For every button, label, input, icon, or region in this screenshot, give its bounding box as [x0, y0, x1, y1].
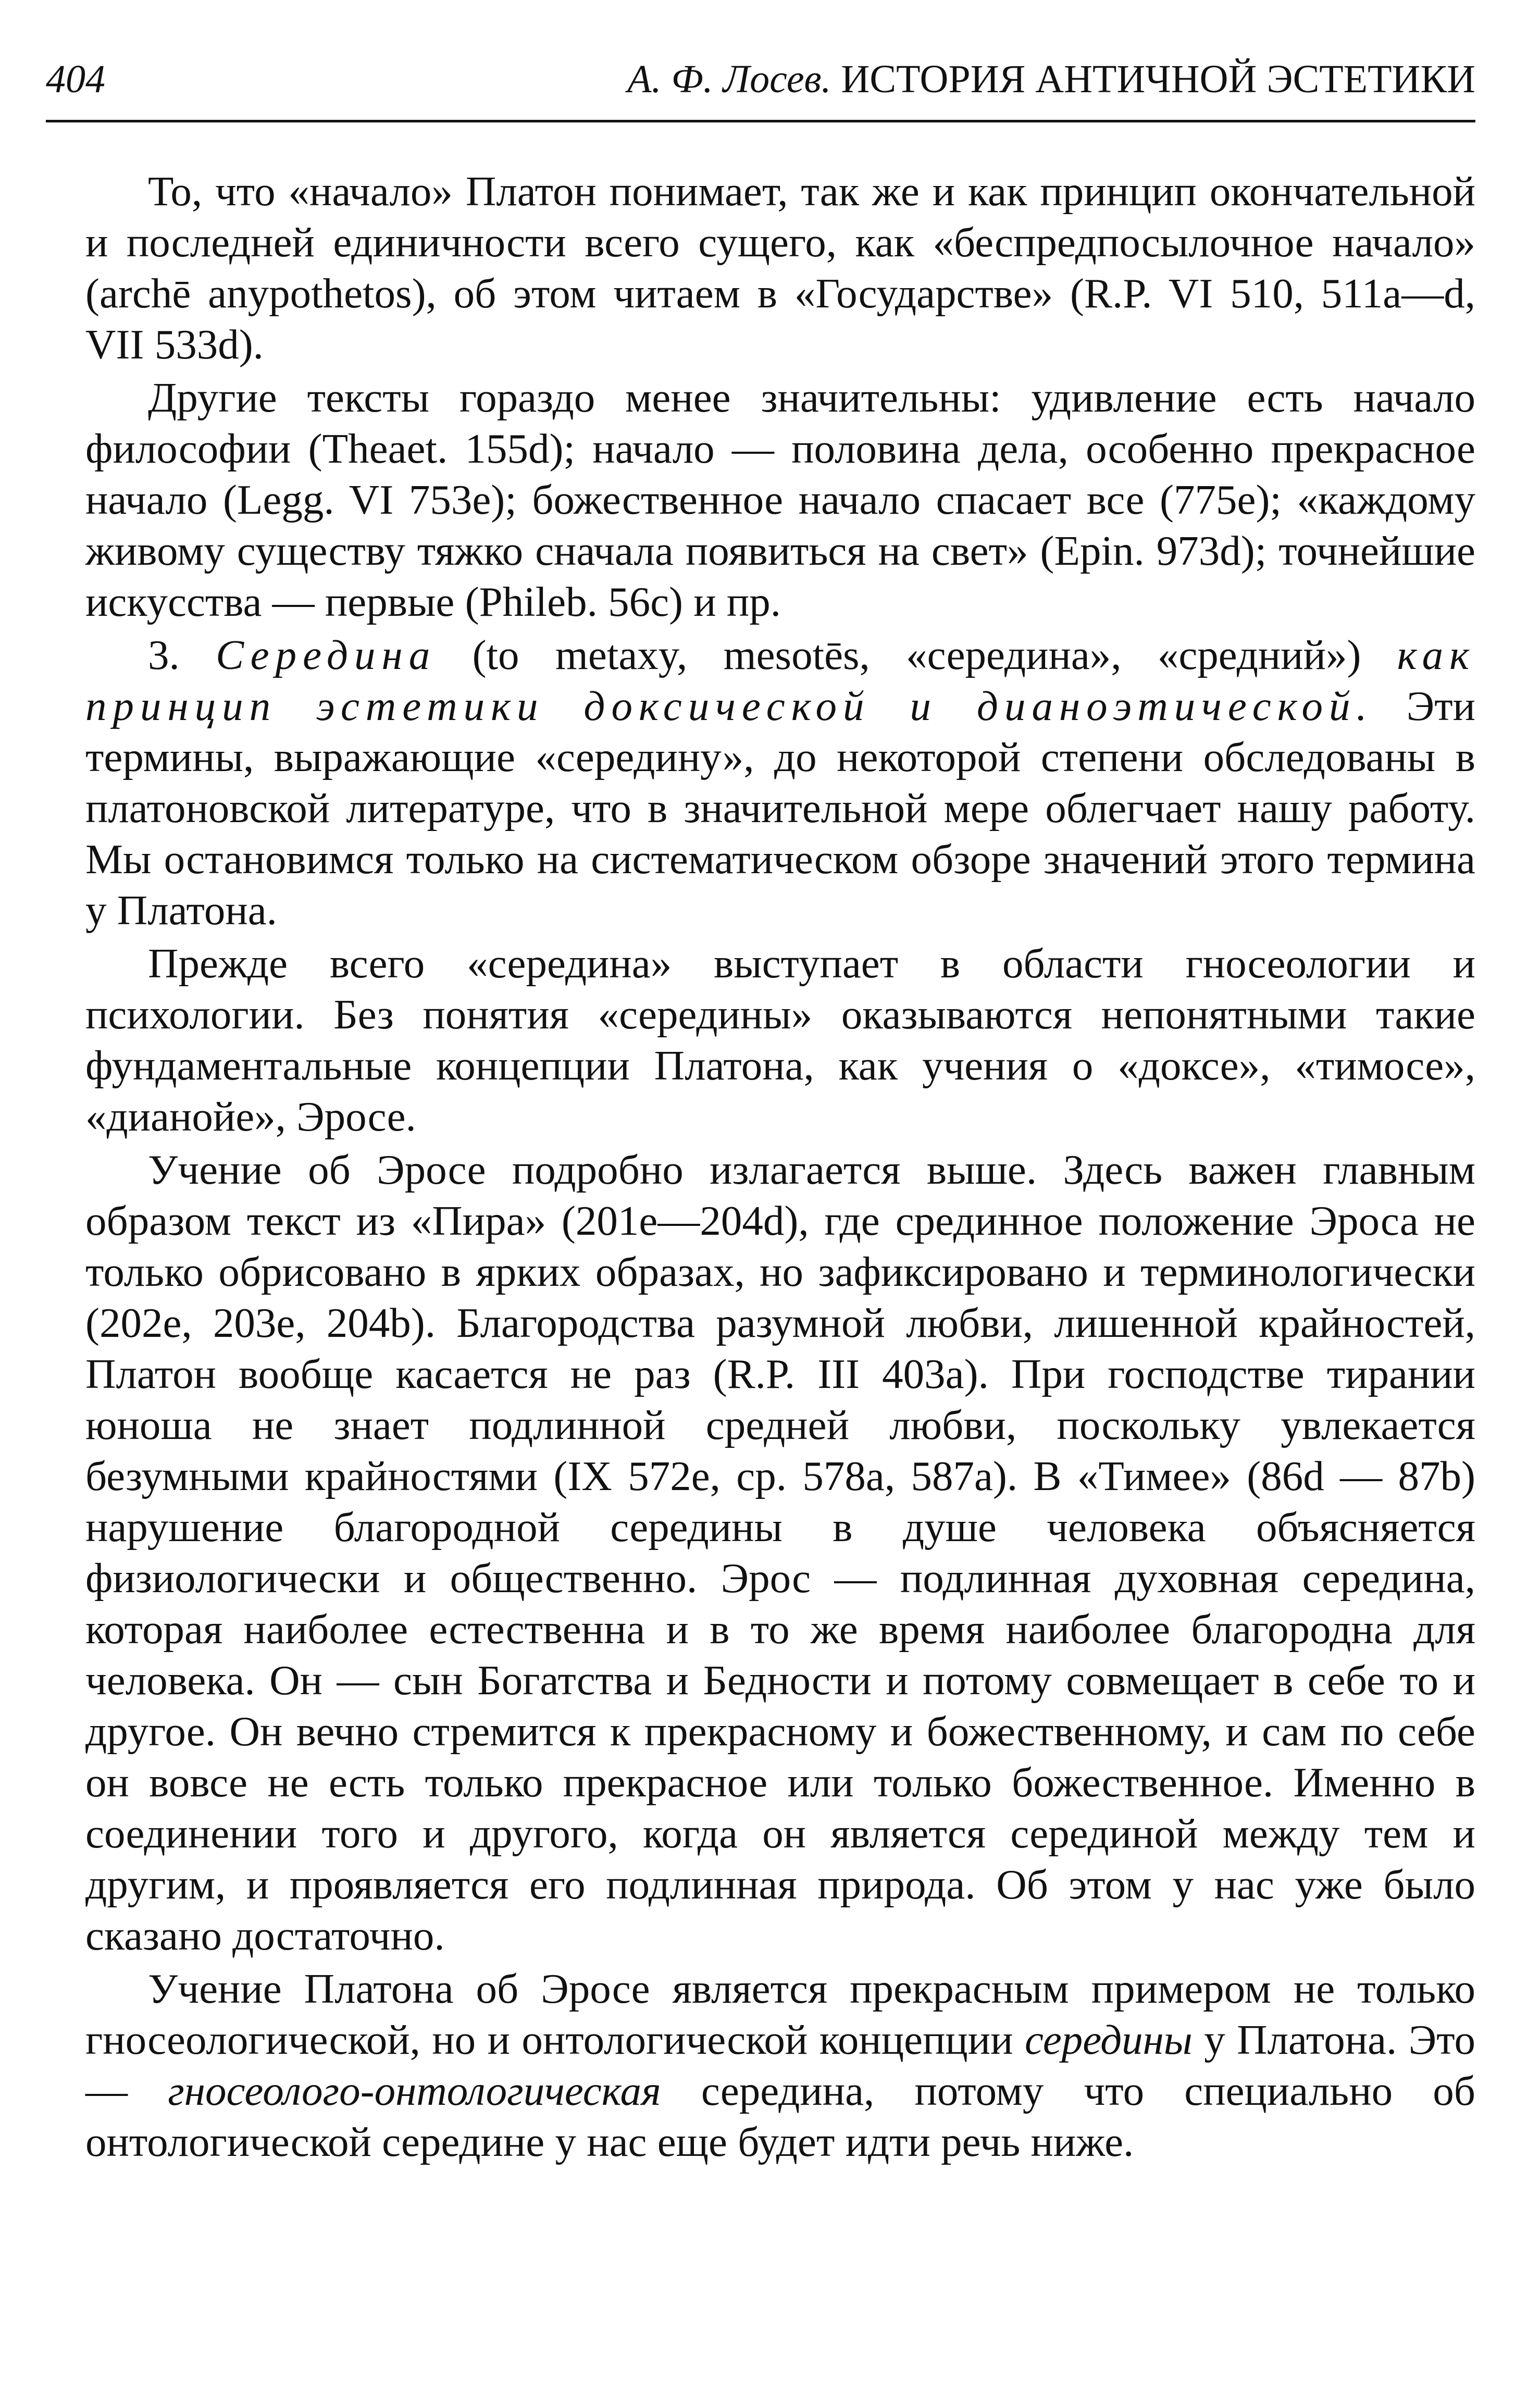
- paragraph-gnoseology: Прежде всего «середина» выступает в области гносеологии и психологии. Без понятия «середины» оказываются непонятными такие фундаментальные концепции Платона, как учения о «доксе», «тимосе», «дианойе», Эросе.: [85, 940, 1475, 1140]
- page-header: [46, 54, 1475, 113]
- paragraph-ontology: [85, 1963, 1475, 2167]
- paragraph-archē: То, что «начало» Платон понимает, так же и как принцип окончательной и последней единичности всего сущего, как «беспредпосылочное начало» (archē anypothetos), об этом читаем в «Государстве» (R.P. VI 510, 511a—d, VII 533d).: [85, 168, 1475, 368]
- paragraph-middle-principle: [85, 629, 1475, 936]
- running-title-book: ИСТОРИЯ АНТИЧНОЙ ЭСТЕТИКИ: [841, 57, 1475, 101]
- section-number: 3.: [148, 631, 180, 678]
- ontology-text-end: середина, потому что специально об онтологической середине у нас еще будет идти речь ниже.: [85, 2067, 1476, 2165]
- running-title-author: А. Ф. Лосев.: [627, 57, 831, 101]
- section-principle: как принцип эстетики доксической и дианоэтической.: [85, 631, 1476, 729]
- ontology-emphasis-middle: середины: [1024, 2016, 1193, 2063]
- page-number: 404: [46, 57, 105, 101]
- ontology-text-mid: у Платона. Это —: [85, 2016, 1476, 2114]
- section-greek-terms: (to metaxy, mesotēs, «середина», «средний»): [472, 631, 1361, 678]
- header-rule: [46, 120, 1475, 122]
- running-title: [627, 54, 1475, 104]
- section-title: Середина: [216, 631, 437, 678]
- paragraph-other-texts: Другие тексты гораздо менее значительны: удивление есть начало философии (Theaet. 155d); начало — половина дела, особенно прекрасное начало (Legg. VI 753e); божественное начало спасает все (775e); «каждому живому существу тяжко сначала появиться на свет» (Epin. 973d); точнейшие искусства — первые (Phileb. 56c) и пр.: [85, 374, 1475, 625]
- paragraph-eros: Учение об Эросе подробно излагается выше. Здесь важен главным образом текст из «Пира» (201e—204d), где срединное положение Эроса не только обрисовано в ярких образах, но зафиксировано и терминологически (202e, 203e, 204b). Благородства разумной любви, лишенной крайностей, Платон вообще касается не раз (R.P. III 403a). При господстве тирании юноша не знает подлинной средней любви, поскольку увлекается безумными крайностями (IX 572e, ср. 578a, 587a). В «Тимее» (86d — 87b) нарушение благородной середины в душе человека объясняется физиологически и общественно. Эрос — подлинная духовная середина, которая наиболее естественна и в то же время наиболее благородна для человека. Он — сын Богатства и Бедности и потому совмещает в себе то и другое. Он вечно стремится к прекрасному и божественному, и сам по себе он вовсе не есть только прекрасное или только божественное. Именно в соединении того и другого, когда он является серединой между тем и другим, и проявляется его подлинная природа. Об этом у нас уже было сказано достаточно.: [85, 1146, 1475, 1959]
- body-text: [85, 166, 1475, 2169]
- ontology-text-start: Учение Платона об Эросе является прекрасным примером не только гносеологической, но и онтологической концепции: [85, 1965, 1475, 2063]
- ontology-emphasis-gnoseo: гносеолого-онтологическая: [168, 2067, 661, 2114]
- paragraph-middle-body: Эти термины, выражающие «середину», до некоторой степени обследованы в платоновской литературе, что в значительной мере облегчает нашу работу. Мы остановимся только на систематическом обзоре значений этого термина у Платона.: [85, 683, 1476, 934]
